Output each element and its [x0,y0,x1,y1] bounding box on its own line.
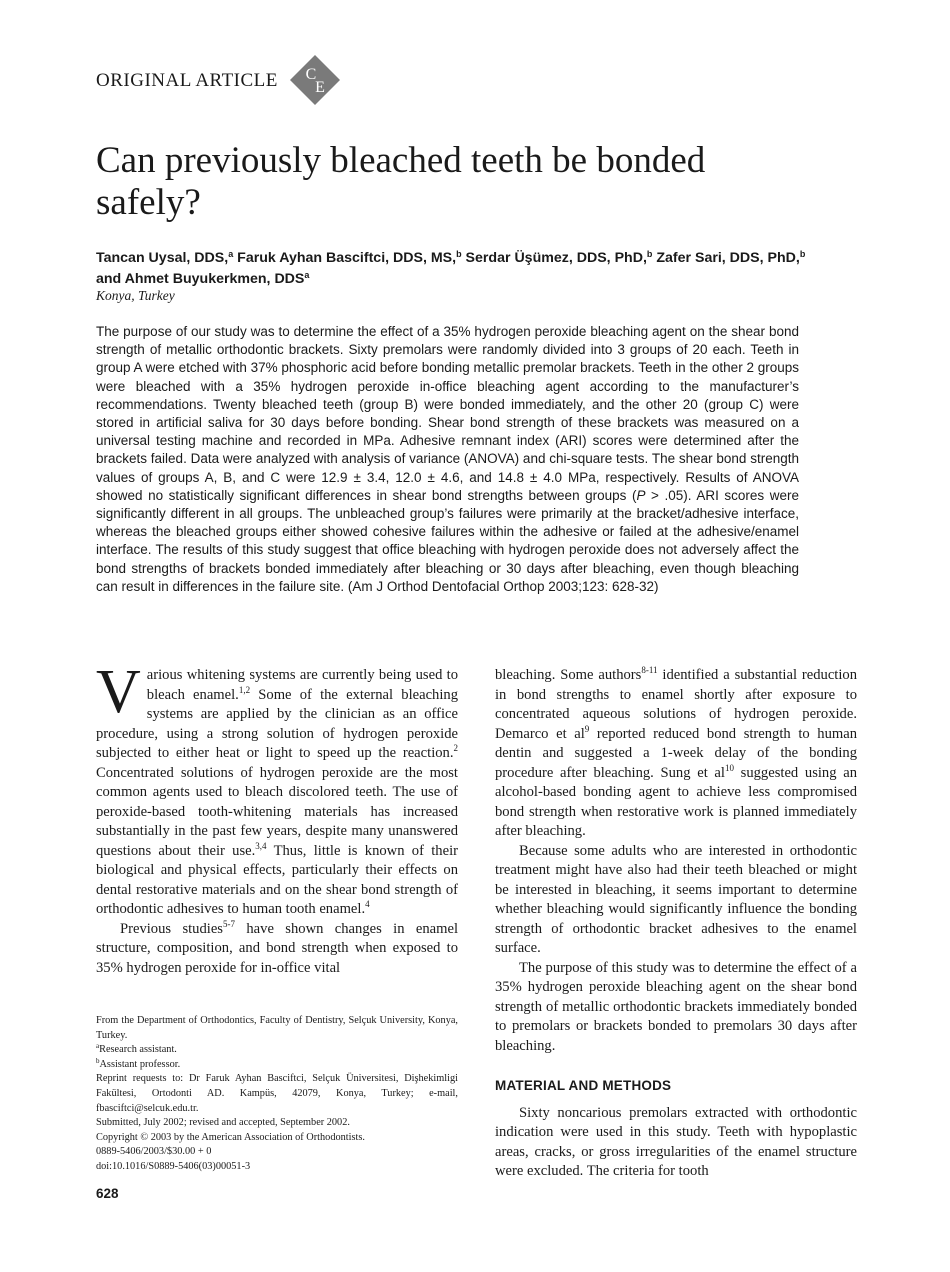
body-text: Concentrated solutions of hydrogen peroxide are the most common agents used to bleach discolored teeth. The use of peroxide-based tooth-whitening materials has increased substantially in the past few years, despite many unanswered questions about their use. [96,764,458,859]
citation-mark: 4 [365,899,370,909]
footnote-issn: 0889-5406/2003/$30.00 + 0 [96,1146,212,1158]
body-text: have shown changes in enamel structure, composition, and bond strength when exposed to 35% hydrogen peroxide for in-office vital [96,920,459,976]
footnote-mark: a [96,1042,100,1051]
footnotes [96,1014,458,1175]
footnote-doi: doi:10.1016/S0889-5406(03)00051-3 [96,1160,251,1172]
author-list [96,248,856,290]
author-affiliation-mark: b [799,249,806,259]
author-affiliation-mark: a [304,270,310,280]
author-affiliation-mark: b [646,249,653,259]
citation-mark: 8-11 [641,665,658,675]
body-text: Some of the external bleaching systems are applied by the clinician as an office procedure, using a strong solution of hydrogen peroxide subjected to either heat or light to speed up the reaction. [96,686,458,761]
footnote-affiliation: From the Department of Orthodontics, Faculty of Dentistry, Selçuk University, Konya, Turkey. [96,1015,458,1041]
citation-mark: 9 [584,723,590,734]
body-text: suggested using an alcohol-based bonding agent to achieve less compromised bond strength when restorative work is planned immediately after bleaching. [495,764,857,839]
ce-badge-letter-e: E [315,79,325,96]
body-paragraph: Because some adults who are interested in orthodontic treatment might have also had their teeth bleached or might be interested in bleaching, it seems important to determine whether bleaching would significantly influence the bonding strength of orthodontic bracket adhesives to the enamel surface. [495,842,857,956]
page-number: 628 [96,1186,119,1201]
body-paragraph [96,658,458,920]
footnote-copyright: Copyright © 2003 by the American Association of Orthodontists. [96,1131,365,1143]
drop-cap: V [96,658,141,726]
author-location: Konya, Turkey [96,288,175,303]
abstract-text: > .05). ARI scores were significantly different in all groups. The unbleached group’s failures were primarily at the bracket/adhesive interface, whereas the bleached groups either showed cohesive failures within the adhesive or failed at the adhesive/enamel interface. The results of this study suggest that office bleaching with hydrogen peroxide does not adversely affect the bond strengths of brackets bonded immediately after bleaching or 30 days after bleaching, even though bleaching can result in differences in the failure site. (Am J Orthod Dentofacial Orthop 2003;123: 628-32) [96,487,799,594]
ce-badge-icon [289,54,341,106]
footnote-reprint: Reprint requests to: Dr Faruk Ayhan Basciftci, Selçuk Üniversitesi, Dişhekimligi Fakültesi, Ortodonti AD. Kampüs, 42079, Konya, Turkey; e-mail, fbasciftci@selcuk.edu.tr. [96,1073,458,1114]
body-paragraph [495,666,857,842]
footnote-submitted: Submitted, July 2002; revised and accepted, September 2002. [96,1117,350,1129]
body-text: Previous studies [120,920,223,937]
author-name: Zafer Sari, DDS, PhD, [656,250,800,266]
citation-mark: 10 [724,762,734,773]
author-name: Serdar Üşümez, DDS, PhD, [465,250,647,266]
author-affiliation-mark: b [456,249,462,259]
body-text: Thus, little is known of their biological and physical effects, particularly their effects on dental restorative materials and on the shear bond strength of orthodontic adhesives to human tooth enamel. [96,842,458,917]
abstract-p-symbol: P [636,487,646,503]
abstract [96,323,799,596]
footnote-text: Assistant professor. [99,1058,181,1070]
footnote-b [96,1058,458,1073]
article-title: Can previously bleached teeth be bonded safely? [96,140,706,223]
abstract-text: The purpose of our study was to determine the effect of a 35% hydrogen peroxide bleaching agent on the shear bond strength of metallic orthodontic brackets. Sixty premolars were randomly divided into 3 groups of 20 each. Teeth in group A were etched with 37% phosphoric acid before bonding metallic premolar brackets. Teeth in the other 2 groups were bleached with a 35% hydrogen peroxide in-office bleaching agent according to the manufacturer’s recommendations. Twenty bleached teeth (group B) were bonded immediately, and the other 20 (group C) were stored in artificial saliva for 30 days before bonding. Shear bond strength of these brackets was measured on a universal testing machine and recorded in MPa. Adhesive remnant index (ARI) scores were determined after the brackets failed. Data were analyzed with analysis of variance (ANOVA) and chi-square tests. The shear bond strength values of groups A, B, and C were 12.9 ± 3.4, 12.0 ± 4.6, and 14.8 ± 4.0 MPa, respectively. Results of ANOVA showed no statistically significant differences in shear bond strengths between groups ( [96,324,799,503]
author-name: and Ahmet Buyukerkmen, DDS [96,271,305,287]
body-column-left [96,658,459,978]
body-text: reported reduced bond strength to human dentin and suggested a 1-week delay of the bonding procedure after bleaching. Sung et al [495,725,857,781]
citation-mark: 3,4 [255,840,267,851]
body-paragraph [96,920,458,979]
author-affiliation-mark: a [228,249,234,259]
body-text: bleaching. Some authors [495,667,642,683]
body-paragraph: The purpose of this study was to determine the effect of a 35% hydrogen peroxide bleaching agent on the shear bond strength of metallic orthodontic brackets immediately bonded to premolars or brackets bonded to premolars 30 days after bleaching. [495,959,857,1054]
citation-mark: 1,2 [238,684,251,695]
body-text: arious whitening systems are currently being used to bleach enamel. [146,667,458,703]
section-label: ORIGINAL ARTICLE [96,70,278,91]
ce-badge-letter-c: C [305,66,317,83]
body-column-right [495,666,857,1182]
author-name: Tancan Uysal, DDS, [96,250,229,266]
footnote-text: Research assistant. [99,1044,177,1056]
body-paragraph: Sixty noncarious premolars extracted with orthodontic indication were used in this study. Teeth with hypoplastic areas, cracks, or gross irregularities of the enamel structure were excluded. The criteria for tooth [495,1104,857,1179]
footnote-a [96,1043,458,1058]
author-name: Faruk Ayhan Basciftci, DDS, MS, [237,250,457,266]
citation-mark: 2 [453,743,458,753]
section-heading-methods: MATERIAL AND METHODS [495,1078,672,1093]
citation-mark: 5-7 [223,918,235,929]
footnote-mark: b [96,1056,100,1065]
body-text: identified a substantial reduction in bond strengths to enamel shortly after exposure to concentrated aqueous solutions of hydrogen peroxide. Demarco et al [495,667,857,742]
